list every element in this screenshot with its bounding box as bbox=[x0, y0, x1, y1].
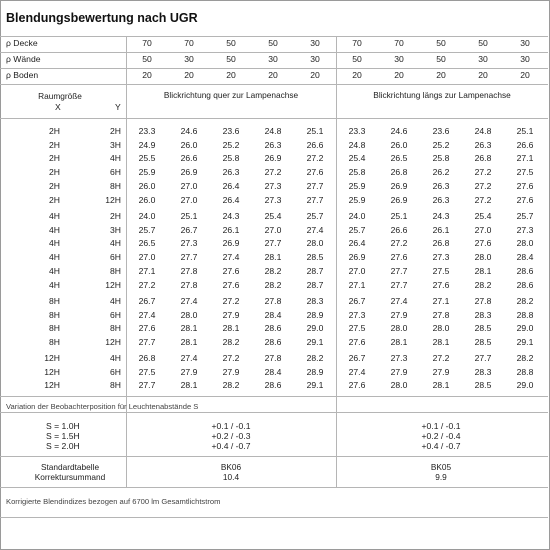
ugr-value: 26.7 bbox=[348, 353, 366, 363]
reflectance-value: 50 bbox=[352, 54, 362, 64]
ugr-value: 28.5 bbox=[474, 380, 492, 390]
ugr-value: 26.1 bbox=[222, 225, 240, 235]
reflectance-value: 30 bbox=[268, 54, 278, 64]
ugr-value: 24.9 bbox=[138, 140, 156, 150]
ugr-value: 27.3 bbox=[390, 353, 408, 363]
ugr-value: 27.6 bbox=[222, 280, 240, 290]
ugr-value: 25.2 bbox=[222, 140, 240, 150]
spacing-label: S = 1.5H bbox=[46, 431, 80, 441]
ugr-value: 26.5 bbox=[390, 153, 408, 163]
ugr-value: 28.2 bbox=[264, 266, 282, 276]
ugr-value: 26.0 bbox=[180, 140, 198, 150]
reflectance-value: 20 bbox=[436, 70, 446, 80]
ugr-value: 26.0 bbox=[138, 195, 156, 205]
ugr-value: 24.8 bbox=[264, 126, 282, 136]
reflectance-value: 50 bbox=[436, 54, 446, 64]
room-y-value: 2H bbox=[110, 126, 121, 136]
ugr-value: 28.1 bbox=[180, 337, 198, 347]
ugr-value: 26.5 bbox=[138, 238, 156, 248]
room-y-value: 6H bbox=[110, 252, 121, 262]
ugr-value: 24.0 bbox=[138, 211, 156, 221]
ugr-value: 25.4 bbox=[264, 211, 282, 221]
ugr-value: 27.9 bbox=[390, 310, 408, 320]
ugr-value: 27.8 bbox=[264, 296, 282, 306]
ugr-value: 25.9 bbox=[348, 195, 366, 205]
ugr-value: 28.2 bbox=[516, 353, 534, 363]
room-y-value: 4H bbox=[110, 238, 121, 248]
row-divider bbox=[0, 36, 548, 37]
ugr-value: 24.3 bbox=[222, 211, 240, 221]
ugr-value: 26.9 bbox=[180, 167, 198, 177]
ugr-value: 29.1 bbox=[306, 337, 324, 347]
ugr-value: 27.4 bbox=[348, 367, 366, 377]
ugr-value: 25.5 bbox=[138, 153, 156, 163]
ugr-value: 28.0 bbox=[390, 323, 408, 333]
ugr-value: 28.6 bbox=[264, 337, 282, 347]
ugr-value: 27.6 bbox=[138, 323, 156, 333]
ugr-value: 29.0 bbox=[516, 323, 534, 333]
row-divider bbox=[0, 412, 548, 413]
ugr-value: 27.7 bbox=[390, 280, 408, 290]
ugr-value: 26.7 bbox=[138, 296, 156, 306]
room-x-value: 4H bbox=[49, 238, 60, 248]
room-x-value: 12H bbox=[44, 367, 60, 377]
ugr-value: 27.3 bbox=[264, 181, 282, 191]
reflectance-value: 30 bbox=[310, 54, 320, 64]
reflectance-value: 30 bbox=[520, 54, 530, 64]
ugr-value: 27.2 bbox=[306, 153, 324, 163]
ugr-value: 28.7 bbox=[306, 266, 324, 276]
ugr-value: 28.1 bbox=[432, 380, 450, 390]
spacing-label: S = 1.0H bbox=[46, 421, 80, 431]
ugr-value: 27.2 bbox=[432, 353, 450, 363]
ugr-value: 25.1 bbox=[306, 126, 324, 136]
correction-summand-label: Korrektursummand bbox=[34, 472, 106, 482]
room-x-value: 2H bbox=[49, 153, 60, 163]
ugr-value: 26.3 bbox=[474, 140, 492, 150]
ugr-value: 27.5 bbox=[348, 323, 366, 333]
ugr-value: 27.0 bbox=[180, 181, 198, 191]
along-correction-value: 9.9 bbox=[435, 472, 447, 482]
ugr-value: 26.0 bbox=[390, 140, 408, 150]
room-x-value: 4H bbox=[49, 252, 60, 262]
ugr-value: 27.6 bbox=[432, 280, 450, 290]
reflectance-value: 20 bbox=[268, 70, 278, 80]
ugr-value: 28.2 bbox=[306, 353, 324, 363]
room-y-value: 2H bbox=[110, 211, 121, 221]
ugr-value: 28.5 bbox=[474, 323, 492, 333]
ugr-value: 27.1 bbox=[138, 266, 156, 276]
ugr-value: 28.3 bbox=[306, 296, 324, 306]
ugr-value: 24.6 bbox=[390, 126, 408, 136]
ugr-value: 24.0 bbox=[348, 211, 366, 221]
page-title: Blendungsbewertung nach UGR bbox=[6, 11, 198, 25]
row-divider bbox=[0, 487, 548, 488]
ugr-value: 24.3 bbox=[432, 211, 450, 221]
standard-table-label: Standardtabelle bbox=[40, 462, 100, 472]
ugr-value: 28.0 bbox=[474, 252, 492, 262]
ugr-value: 27.1 bbox=[516, 153, 534, 163]
ugr-value: 28.2 bbox=[222, 337, 240, 347]
ugr-value: 24.6 bbox=[180, 126, 198, 136]
ugr-value: 27.8 bbox=[264, 353, 282, 363]
ugr-value: 27.2 bbox=[474, 167, 492, 177]
ugr-value: 26.8 bbox=[390, 167, 408, 177]
along-standard-table: BK05 bbox=[430, 462, 452, 472]
ugr-value: 26.9 bbox=[348, 252, 366, 262]
ugr-value: 26.6 bbox=[180, 153, 198, 163]
ugr-value: 25.8 bbox=[348, 167, 366, 177]
room-y-value: 3H bbox=[110, 140, 121, 150]
across-variation: +0.1 / -0.1 bbox=[211, 421, 251, 431]
along-variation: +0.4 / -0.7 bbox=[421, 441, 461, 451]
reflectance-value: 20 bbox=[184, 70, 194, 80]
ugr-value: 25.8 bbox=[432, 153, 450, 163]
ugr-value: 28.8 bbox=[516, 367, 534, 377]
room-x-value: 8H bbox=[49, 310, 60, 320]
ugr-value: 28.0 bbox=[432, 323, 450, 333]
ugr-value: 27.3 bbox=[516, 225, 534, 235]
ugr-value: 28.4 bbox=[516, 252, 534, 262]
row-divider bbox=[0, 68, 548, 69]
ugr-value: 26.3 bbox=[264, 140, 282, 150]
ugr-value: 27.4 bbox=[390, 296, 408, 306]
ugr-value: 25.9 bbox=[138, 167, 156, 177]
ugr-value: 27.2 bbox=[474, 195, 492, 205]
ugr-value: 27.3 bbox=[432, 252, 450, 262]
ugr-value: 25.7 bbox=[348, 225, 366, 235]
along-variation: +0.1 / -0.1 bbox=[421, 421, 461, 431]
ugr-value: 28.4 bbox=[264, 310, 282, 320]
room-x-value: 4H bbox=[49, 280, 60, 290]
ugr-value: 27.6 bbox=[516, 181, 534, 191]
across-correction-value: 10.4 bbox=[222, 472, 240, 482]
along-variation: +0.2 / -0.4 bbox=[421, 431, 461, 441]
ugr-value: 27.9 bbox=[390, 367, 408, 377]
ugr-value: 27.6 bbox=[474, 238, 492, 248]
ugr-value: 26.4 bbox=[222, 181, 240, 191]
ugr-value: 27.6 bbox=[348, 380, 366, 390]
footnote: Korrigierte Blendindizes bezogen auf 6700 lm Gesamtlichtstrom bbox=[6, 497, 221, 506]
reflectance-value: 20 bbox=[394, 70, 404, 80]
ugr-value: 28.0 bbox=[390, 380, 408, 390]
ugr-value: 27.7 bbox=[474, 353, 492, 363]
room-x-value: 12H bbox=[44, 380, 60, 390]
room-x-value: 8H bbox=[49, 323, 60, 333]
ugr-value: 25.7 bbox=[138, 225, 156, 235]
across-standard-table: BK06 bbox=[220, 462, 242, 472]
reflectance-value: 20 bbox=[310, 70, 320, 80]
reflectance-value: 20 bbox=[478, 70, 488, 80]
reflectance-value: 50 bbox=[142, 54, 152, 64]
ugr-value: 27.6 bbox=[348, 337, 366, 347]
row-divider bbox=[0, 84, 548, 85]
room-size-header: Raumgröße bbox=[38, 91, 82, 101]
ugr-value: 23.3 bbox=[138, 126, 156, 136]
ugr-value: 27.2 bbox=[390, 238, 408, 248]
ugr-value: 25.1 bbox=[390, 211, 408, 221]
ugr-value: 24.8 bbox=[474, 126, 492, 136]
ugr-value: 27.7 bbox=[180, 252, 198, 262]
room-x-value: 4H bbox=[49, 266, 60, 276]
row-divider bbox=[0, 517, 548, 518]
ugr-value: 28.0 bbox=[516, 238, 534, 248]
room-y-value: 3H bbox=[110, 225, 121, 235]
ugr-value: 27.9 bbox=[222, 367, 240, 377]
ugr-value: 27.4 bbox=[222, 252, 240, 262]
room-y-value: 6H bbox=[110, 367, 121, 377]
ugr-value: 28.5 bbox=[306, 252, 324, 262]
ugr-value: 26.9 bbox=[222, 238, 240, 248]
ugr-value: 25.9 bbox=[348, 181, 366, 191]
reflectance-value: 70 bbox=[142, 38, 152, 48]
ugr-value: 27.2 bbox=[264, 167, 282, 177]
ugr-value: 26.4 bbox=[222, 195, 240, 205]
ugr-value: 26.8 bbox=[432, 238, 450, 248]
ugr-value: 26.9 bbox=[264, 153, 282, 163]
reflectance-label: ρ Boden bbox=[6, 70, 39, 80]
room-x-value: 2H bbox=[49, 126, 60, 136]
ugr-value: 27.3 bbox=[180, 238, 198, 248]
room-x-header: X bbox=[55, 102, 61, 112]
row-divider bbox=[0, 118, 548, 119]
ugr-value: 26.8 bbox=[474, 153, 492, 163]
reflectance-value: 50 bbox=[268, 38, 278, 48]
room-y-value: 8H bbox=[110, 323, 121, 333]
ugr-value: 27.9 bbox=[180, 367, 198, 377]
across-direction-header: Blickrichtung quer zur Lampenachse bbox=[163, 90, 299, 100]
room-x-value: 4H bbox=[49, 225, 60, 235]
ugr-value: 28.7 bbox=[306, 280, 324, 290]
ugr-value: 28.8 bbox=[516, 310, 534, 320]
ugr-value: 27.7 bbox=[390, 266, 408, 276]
ugr-value: 27.0 bbox=[180, 195, 198, 205]
ugr-value: 27.6 bbox=[222, 266, 240, 276]
ugr-value: 29.1 bbox=[306, 380, 324, 390]
room-y-value: 4H bbox=[110, 153, 121, 163]
ugr-value: 27.2 bbox=[138, 280, 156, 290]
ugr-value: 26.6 bbox=[390, 225, 408, 235]
ugr-value: 27.3 bbox=[264, 195, 282, 205]
reflectance-value: 20 bbox=[352, 70, 362, 80]
ugr-value: 27.8 bbox=[180, 280, 198, 290]
ugr-value: 27.9 bbox=[432, 367, 450, 377]
ugr-value: 26.1 bbox=[432, 225, 450, 235]
ugr-value: 27.5 bbox=[138, 367, 156, 377]
ugr-value: 25.7 bbox=[306, 211, 324, 221]
reflectance-value: 30 bbox=[520, 38, 530, 48]
ugr-value: 25.1 bbox=[180, 211, 198, 221]
ugr-value: 27.2 bbox=[474, 181, 492, 191]
reflectance-value: 50 bbox=[226, 54, 236, 64]
ugr-value: 27.7 bbox=[264, 238, 282, 248]
ugr-value: 27.8 bbox=[180, 266, 198, 276]
room-x-value: 8H bbox=[49, 337, 60, 347]
reflectance-value: 70 bbox=[184, 38, 194, 48]
ugr-value: 29.0 bbox=[306, 323, 324, 333]
ugr-value: 26.7 bbox=[180, 225, 198, 235]
ugr-value: 27.1 bbox=[432, 296, 450, 306]
room-x-value: 12H bbox=[44, 353, 60, 363]
ugr-value: 27.0 bbox=[474, 225, 492, 235]
ugr-value: 26.3 bbox=[432, 195, 450, 205]
ugr-value: 27.3 bbox=[348, 310, 366, 320]
ugr-value: 28.6 bbox=[264, 323, 282, 333]
ugr-value: 28.6 bbox=[516, 280, 534, 290]
room-y-value: 4H bbox=[110, 353, 121, 363]
ugr-value: 27.2 bbox=[222, 353, 240, 363]
ugr-value: 27.0 bbox=[264, 225, 282, 235]
ugr-value: 27.6 bbox=[390, 252, 408, 262]
ugr-value: 23.6 bbox=[432, 126, 450, 136]
ugr-value: 29.0 bbox=[516, 380, 534, 390]
room-y-value: 8H bbox=[110, 266, 121, 276]
ugr-value: 26.9 bbox=[390, 181, 408, 191]
ugr-value: 26.0 bbox=[138, 181, 156, 191]
ugr-value: 25.4 bbox=[348, 153, 366, 163]
reflectance-value: 30 bbox=[394, 54, 404, 64]
ugr-value: 27.2 bbox=[222, 296, 240, 306]
room-y-value: 8H bbox=[110, 181, 121, 191]
ugr-value: 25.8 bbox=[222, 153, 240, 163]
room-x-value: 2H bbox=[49, 195, 60, 205]
ugr-value: 27.8 bbox=[474, 296, 492, 306]
ugr-value: 27.9 bbox=[222, 310, 240, 320]
room-x-value: 8H bbox=[49, 296, 60, 306]
reflectance-value: 70 bbox=[352, 38, 362, 48]
ugr-value: 28.2 bbox=[474, 280, 492, 290]
ugr-value: 28.6 bbox=[516, 266, 534, 276]
ugr-value: 26.3 bbox=[432, 181, 450, 191]
ugr-value: 27.6 bbox=[306, 167, 324, 177]
ugr-value: 28.0 bbox=[180, 310, 198, 320]
room-y-value: 6H bbox=[110, 310, 121, 320]
ugr-value: 28.2 bbox=[222, 380, 240, 390]
room-x-value: 2H bbox=[49, 181, 60, 191]
row-divider bbox=[0, 456, 548, 457]
ugr-value: 27.5 bbox=[432, 266, 450, 276]
across-variation: +0.4 / -0.7 bbox=[211, 441, 251, 451]
reflectance-value: 20 bbox=[142, 70, 152, 80]
ugr-value: 28.2 bbox=[264, 280, 282, 290]
room-y-value: 12H bbox=[105, 195, 121, 205]
ugr-value: 27.0 bbox=[138, 252, 156, 262]
ugr-value: 27.5 bbox=[516, 167, 534, 177]
ugr-value: 26.8 bbox=[138, 353, 156, 363]
ugr-value: 28.1 bbox=[432, 337, 450, 347]
ugr-value: 29.1 bbox=[516, 337, 534, 347]
ugr-value: 25.2 bbox=[432, 140, 450, 150]
ugr-value: 28.6 bbox=[264, 380, 282, 390]
along-direction-header: Blickrichtung längs zur Lampenachse bbox=[373, 90, 511, 100]
reflectance-label: ρ Wände bbox=[6, 54, 41, 64]
ugr-value: 27.7 bbox=[138, 337, 156, 347]
ugr-value: 27.7 bbox=[138, 380, 156, 390]
spacing-label: S = 2.0H bbox=[46, 441, 80, 451]
ugr-value: 23.3 bbox=[348, 126, 366, 136]
ugr-value: 27.4 bbox=[306, 225, 324, 235]
room-y-value: 4H bbox=[110, 296, 121, 306]
room-x-value: 2H bbox=[49, 167, 60, 177]
ugr-value: 26.2 bbox=[432, 167, 450, 177]
ugr-value: 23.6 bbox=[222, 126, 240, 136]
reflectance-value: 30 bbox=[310, 38, 320, 48]
ugr-value: 28.4 bbox=[264, 367, 282, 377]
ugr-value: 28.1 bbox=[390, 337, 408, 347]
ugr-value: 26.6 bbox=[306, 140, 324, 150]
room-x-value: 4H bbox=[49, 211, 60, 221]
ugr-value: 26.4 bbox=[348, 238, 366, 248]
ugr-value: 25.7 bbox=[516, 211, 534, 221]
ugr-value: 28.2 bbox=[516, 296, 534, 306]
ugr-value: 28.1 bbox=[222, 323, 240, 333]
ugr-value: 27.4 bbox=[180, 353, 198, 363]
ugr-value: 24.8 bbox=[348, 140, 366, 150]
ugr-value: 28.1 bbox=[474, 266, 492, 276]
reflectance-value: 50 bbox=[226, 38, 236, 48]
ugr-value: 28.1 bbox=[180, 380, 198, 390]
reflectance-value: 20 bbox=[226, 70, 236, 80]
row-divider bbox=[0, 52, 548, 53]
ugr-value: 28.1 bbox=[180, 323, 198, 333]
ugr-value: 27.7 bbox=[306, 195, 324, 205]
ugr-value: 26.9 bbox=[390, 195, 408, 205]
ugr-value: 28.3 bbox=[474, 367, 492, 377]
reflectance-value: 70 bbox=[394, 38, 404, 48]
room-y-value: 6H bbox=[110, 167, 121, 177]
ugr-value: 27.4 bbox=[180, 296, 198, 306]
ugr-value: 26.7 bbox=[348, 296, 366, 306]
ugr-value: 27.1 bbox=[348, 280, 366, 290]
ugr-value: 25.1 bbox=[516, 126, 534, 136]
ugr-value: 27.4 bbox=[138, 310, 156, 320]
ugr-value: 28.9 bbox=[306, 310, 324, 320]
room-x-value: 2H bbox=[49, 140, 60, 150]
ugr-value: 27.6 bbox=[516, 195, 534, 205]
ugr-value: 28.3 bbox=[474, 310, 492, 320]
ugr-value: 28.1 bbox=[264, 252, 282, 262]
room-y-value: 8H bbox=[110, 380, 121, 390]
ugr-value: 28.5 bbox=[474, 337, 492, 347]
room-y-header: Y bbox=[115, 102, 121, 112]
reflectance-value: 50 bbox=[478, 38, 488, 48]
ugr-value: 27.0 bbox=[348, 266, 366, 276]
ugr-value: 26.6 bbox=[516, 140, 534, 150]
room-y-value: 12H bbox=[105, 337, 121, 347]
reflectance-value: 50 bbox=[436, 38, 446, 48]
ugr-value: 28.0 bbox=[306, 238, 324, 248]
ugr-value: 27.7 bbox=[306, 181, 324, 191]
reflectance-value: 30 bbox=[478, 54, 488, 64]
reflectance-value: 20 bbox=[520, 70, 530, 80]
reflectance-value: 30 bbox=[184, 54, 194, 64]
room-y-value: 12H bbox=[105, 280, 121, 290]
reflectance-label: ρ Decke bbox=[6, 38, 38, 48]
across-variation: +0.2 / -0.3 bbox=[211, 431, 251, 441]
row-divider bbox=[0, 396, 548, 397]
variation-title: Variation der Beobachterposition für Leuchtenabstände S bbox=[6, 402, 199, 411]
ugr-value: 25.4 bbox=[474, 211, 492, 221]
ugr-value: 27.8 bbox=[432, 310, 450, 320]
ugr-value: 28.9 bbox=[306, 367, 324, 377]
ugr-value: 26.3 bbox=[222, 167, 240, 177]
